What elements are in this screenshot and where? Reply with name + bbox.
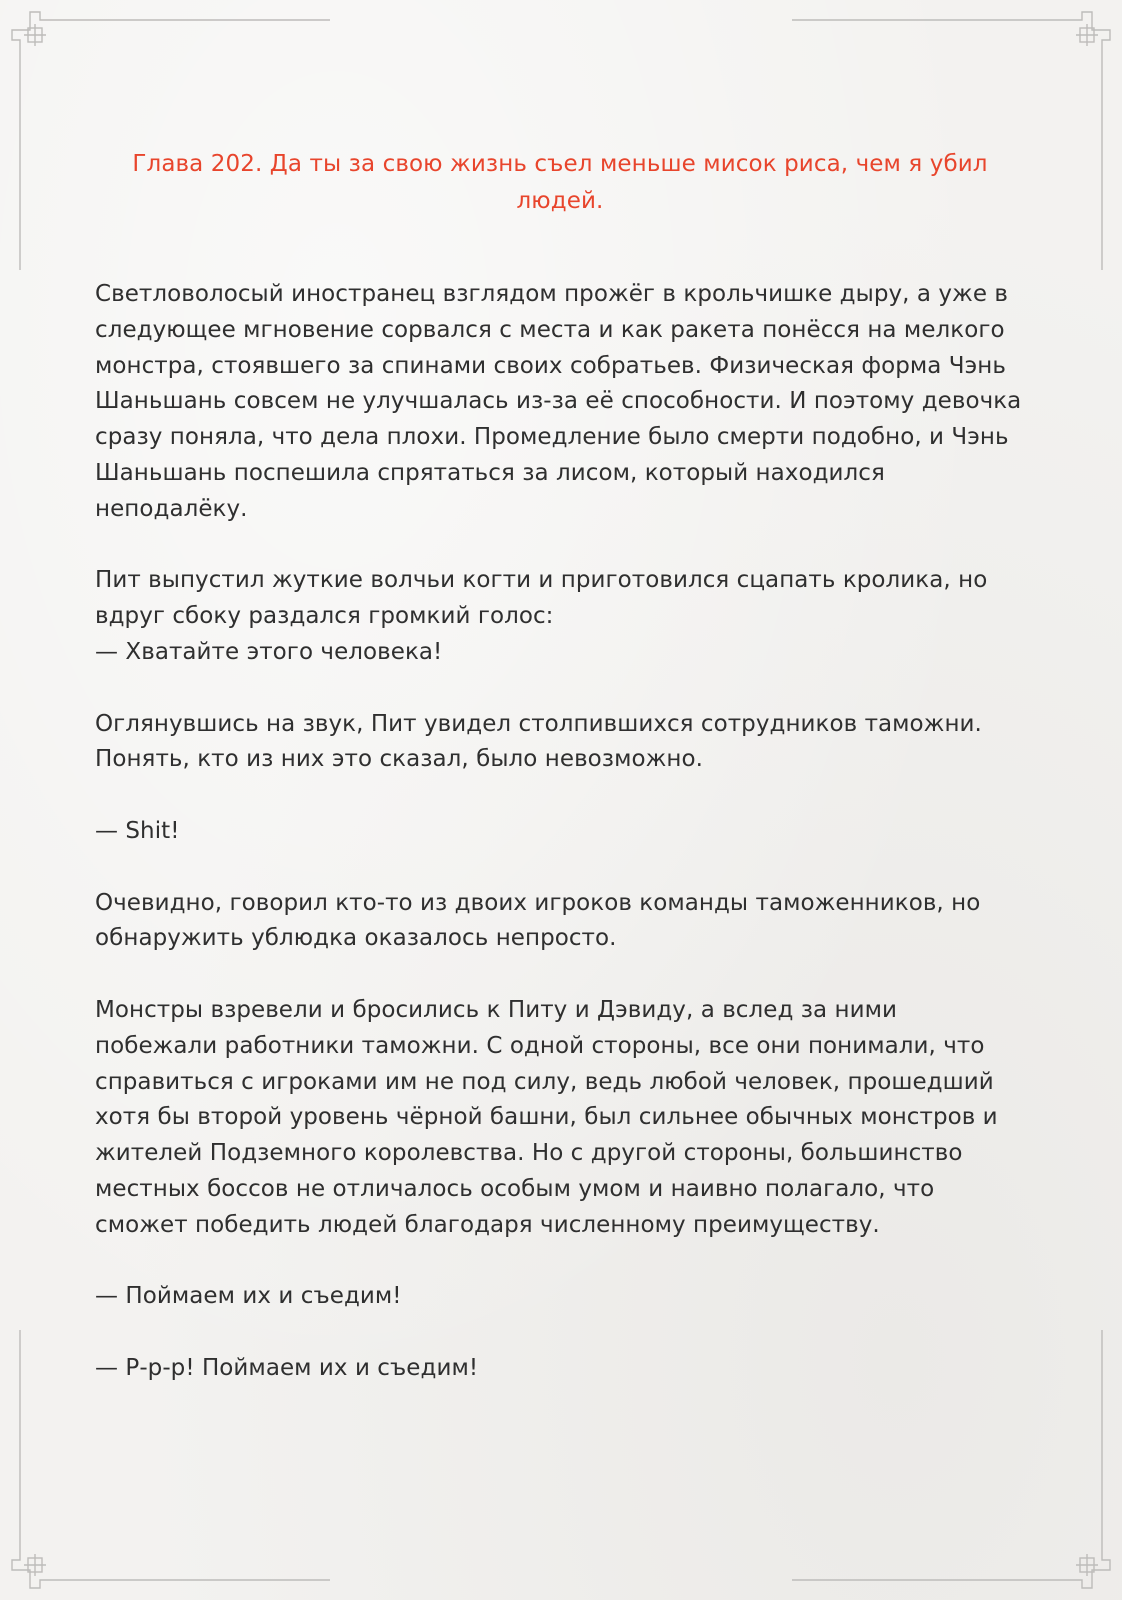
paragraph: — Р-р-р! Поймаем их и съедим! [95,1354,479,1381]
corner-ornament-top-right [792,12,1110,270]
paragraph: Пит выпустил жуткие волчьи когти и приготовился сцапать кролика, но вдруг сбоку раздался громкий голос: — Хватайте этого человека! [95,567,988,665]
paragraph: Монстры взревели и бросились к Питу и Дэвиду, а вслед за ними побежали работники таможни. С одной стороны, все они понимали, что справиться с игроками им не под силу, ведь любой человек, прошедший хотя бы второй уровень чёрной башни, был сильнее обычных монстров и жителей Подземного королевства. Но с другой стороны, большинство местных боссов не отличалось особым умом и наивно полагало, что сможет победить людей благодаря численному преимуществу. [95,996,998,1238]
chapter-body [95,277,1025,1423]
corner-ornament-top-left [12,12,330,270]
paragraph: Светловолосый иностранец взглядом прожёг в крольчишке дыру, а уже в следующее мгновение сорвался с места и как ракета понёсся на мелкого монстра, стоявшего за спинами своих собратьев. Физическая форма Чэнь Шаньшань совсем не улучшалась из-за её способности. И поэтому девочка сразу поняла, что дела плохи. Промедление было смерти подобно, и Чэнь Шаньшань поспешила спрятаться за лисом, который находился неподалёку. [95,281,1022,522]
paragraph: — Shit! [95,817,180,844]
paragraph: Оглянувшись на звук, Пит увидел столпившихся сотрудников таможни. Понять, кто из них это сказал, было невозможно. [95,710,982,773]
chapter-title: Глава 202. Да ты за свою жизнь съел меньше мисок риса, чем я убил людей. [132,151,988,214]
paragraph: Очевидно, говорил кто-то из двоих игроков команды таможенников, но обнаружить ублюдка оказалось непросто. [95,889,981,952]
paragraph: — Поймаем их и съедим! [95,1283,402,1310]
